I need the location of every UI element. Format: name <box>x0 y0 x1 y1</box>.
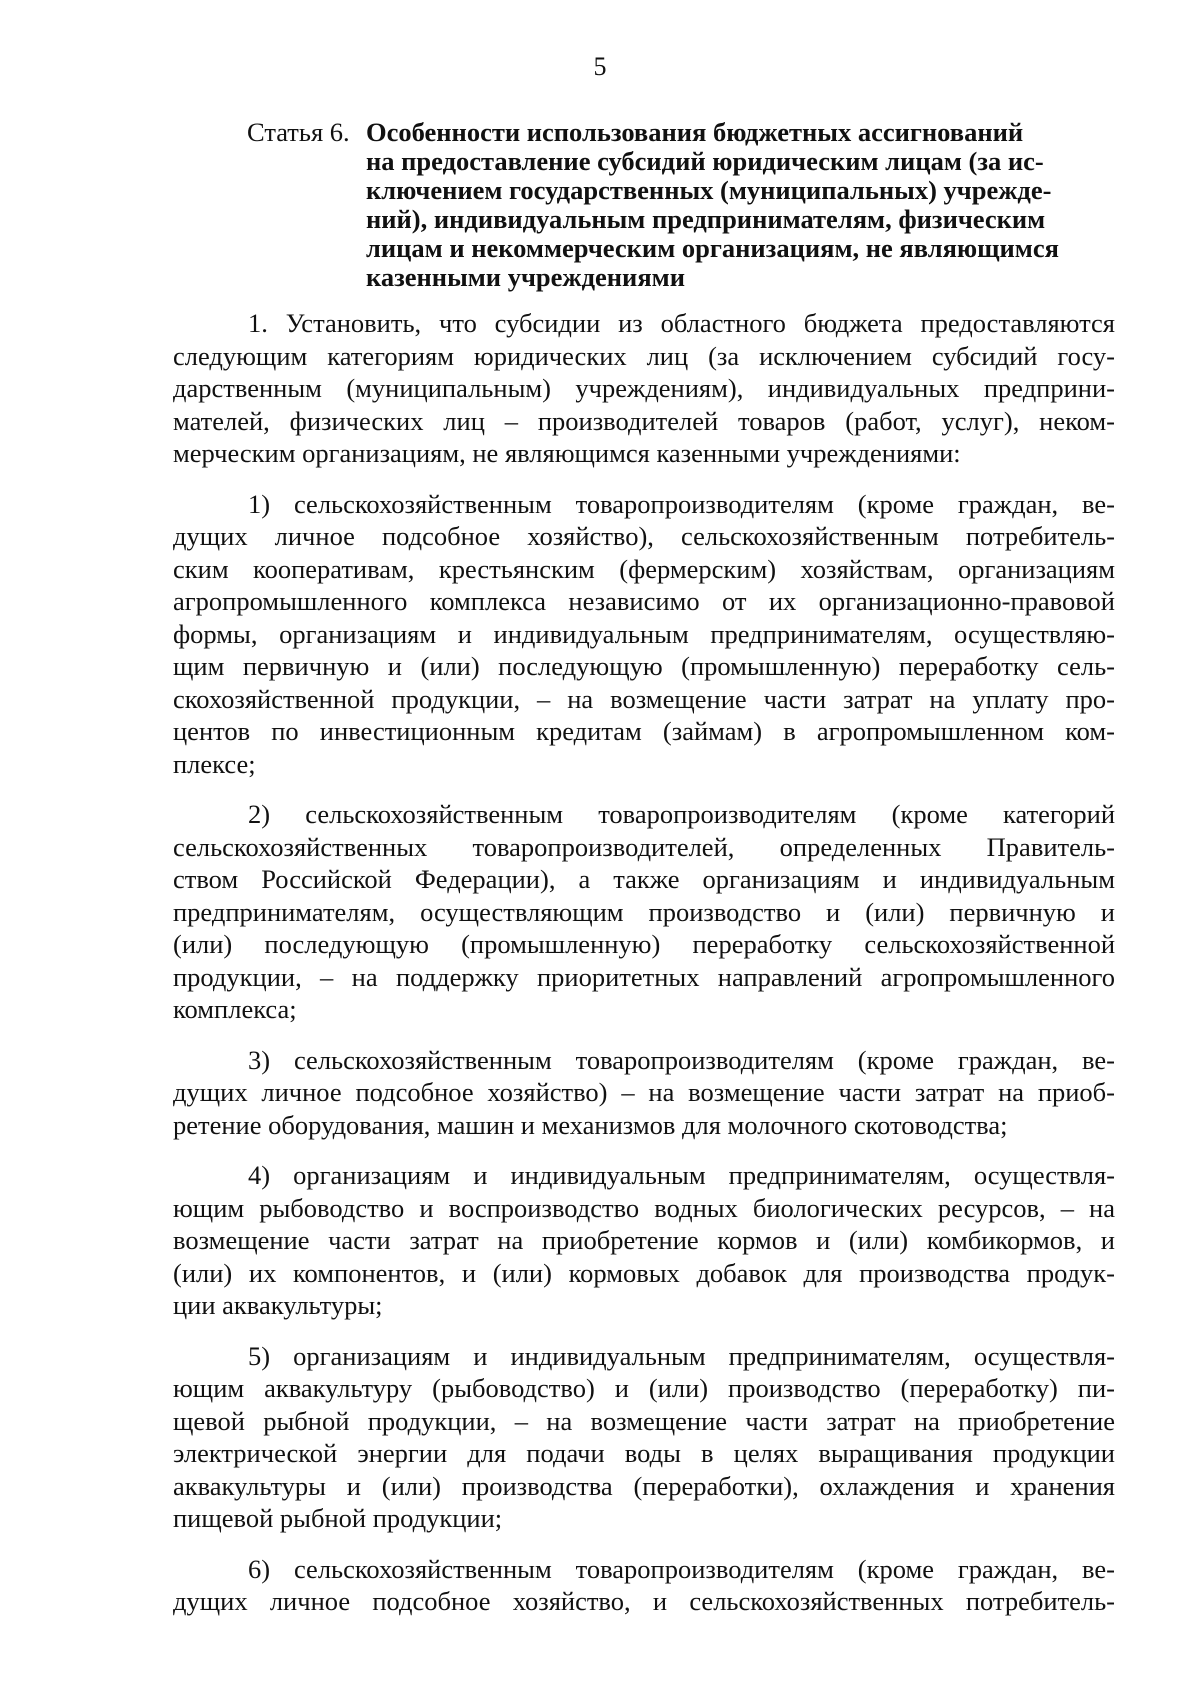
paragraph-line: электрической энергии для подачи воды в целях выращивания продукции <box>173 1438 1115 1468</box>
paragraph-5 <box>173 1159 1115 1322</box>
article-title-line: казенными учреждениями <box>366 262 685 292</box>
paragraph-line: ющим аквакультуру (рыбоводство) и (или) производство (переработку) пи- <box>173 1373 1115 1403</box>
paragraph-line: 1. Установить, что субсидии из областного бюджета предоставляются <box>248 308 1115 338</box>
paragraph-line: центов по инвестиционным кредитам (займам) в агропромышленном ком- <box>173 716 1115 746</box>
article-body <box>173 307 1115 1636</box>
paragraph-line: щевой рыбной продукции, – на возмещение части затрат на приобретение <box>173 1405 1115 1436</box>
article-heading <box>247 118 1127 292</box>
paragraph-7 <box>173 1553 1115 1618</box>
article-title-line: ключением государственных (муниципальных) учрежде- <box>366 175 1052 205</box>
paragraph-line: дущих личное подсобное хозяйство) – на возмещение части затрат на приоб- <box>173 1077 1115 1107</box>
paragraph-line: комплекса; <box>173 994 297 1024</box>
paragraph-2 <box>173 488 1115 781</box>
paragraph-line: мателей, физических лиц – производителей товаров (работ, услуг), неком- <box>173 405 1115 436</box>
paragraph-line: (или) последующую (промышленную) переработку сельскохозяйственной <box>173 929 1115 959</box>
paragraph-line: 2) сельскохозяйственным товаропроизводителям (кроме категорий <box>248 799 1115 829</box>
paragraph-line: аквакультуры и (или) производства (переработки), охлаждения и хранения <box>173 1470 1115 1501</box>
paragraph-line: 3) сельскохозяйственным товаропроизводителям (кроме граждан, ве- <box>248 1044 1115 1075</box>
paragraph-line: ством Российской Федерации), а также организациям и индивидуальным <box>173 864 1115 894</box>
paragraph-line: ющим рыбоводство и воспроизводство водных биологических ресурсов, – на <box>173 1192 1115 1223</box>
page-number: 5 <box>593 52 607 81</box>
paragraph-line: 4) организациям и индивидуальным предпринимателям, осуществля- <box>248 1160 1115 1190</box>
article-title-line: ний), индивидуальным предпринимателям, физическим <box>366 204 1046 234</box>
paragraph-line: дарственным (муниципальным) учреждениям), индивидуальных предприни- <box>173 373 1115 403</box>
paragraph-6 <box>173 1340 1115 1535</box>
paragraph-line: дущих личное подсобное хозяйство), сельскохозяйственным потребитель- <box>173 521 1115 551</box>
paragraph-line: щим первичную и (или) последующую (промышленную) переработку сель- <box>173 651 1115 681</box>
paragraph-line: агропромышленного комплекса независимо от их организационно-правовой <box>173 586 1115 616</box>
paragraph-line: 1) сельскохозяйственным товаропроизводителям (кроме граждан, ве- <box>248 488 1115 519</box>
paragraph-line: 5) организациям и индивидуальным предпринимателям, осуществля- <box>248 1340 1115 1371</box>
paragraph-line: 6) сельскохозяйственным товаропроизводителям (кроме граждан, ве- <box>248 1553 1115 1584</box>
paragraph-3 <box>173 798 1115 1026</box>
paragraph-4 <box>173 1044 1115 1142</box>
paragraph-line: ским кооперативам, крестьянским (фермерским) хозяйствам, организациям <box>173 553 1115 584</box>
paragraph-line: мерческим организациям, не являющимся казенными учреждениями: <box>173 438 961 468</box>
paragraph-line: ции аквакультуры; <box>173 1290 383 1320</box>
article-title-line: на предоставление субсидий юридическим лицам (за ис- <box>366 146 1044 176</box>
paragraph-line: плексе; <box>173 748 256 779</box>
article-title-line: лицам и некоммерческим организациям, не являющимся <box>366 233 1059 263</box>
paragraph-line: возмещение части затрат на приобретение кормов и (или) комбикормов, и <box>173 1225 1115 1255</box>
paragraph-line: формы, организациям и индивидуальным предпринимателям, осуществляю- <box>173 618 1115 649</box>
article-title <box>366 118 1127 292</box>
paragraph-line: продукции, – на поддержку приоритетных направлений агропромышленного <box>173 961 1115 992</box>
paragraph-line: (или) их компонентов, и (или) кормовых добавок для производства продук- <box>173 1257 1115 1288</box>
paragraph-line: пищевой рыбной продукции; <box>173 1503 503 1533</box>
paragraph-line: ретение оборудования, машин и механизмов для молочного скотоводства; <box>173 1109 1008 1140</box>
paragraph-line: следующим категориям юридических лиц (за исключением субсидий госу- <box>173 340 1115 371</box>
article-title-line: Особенности использования бюджетных ассигнований <box>366 117 1024 147</box>
paragraph-line: дущих личное подсобное хозяйство, и сельскохозяйственных потребитель- <box>173 1586 1115 1616</box>
paragraph-line: скохозяйственной продукции, – на возмещение части затрат на уплату про- <box>173 683 1115 714</box>
paragraph-line: сельскохозяйственных товаропроизводителей, определенных Правитель- <box>173 831 1115 862</box>
paragraph-line: предпринимателям, осуществляющим производство и (или) первичную и <box>173 896 1115 927</box>
paragraph-1 <box>173 307 1115 470</box>
article-prefix: Статья 6. <box>247 117 350 147</box>
